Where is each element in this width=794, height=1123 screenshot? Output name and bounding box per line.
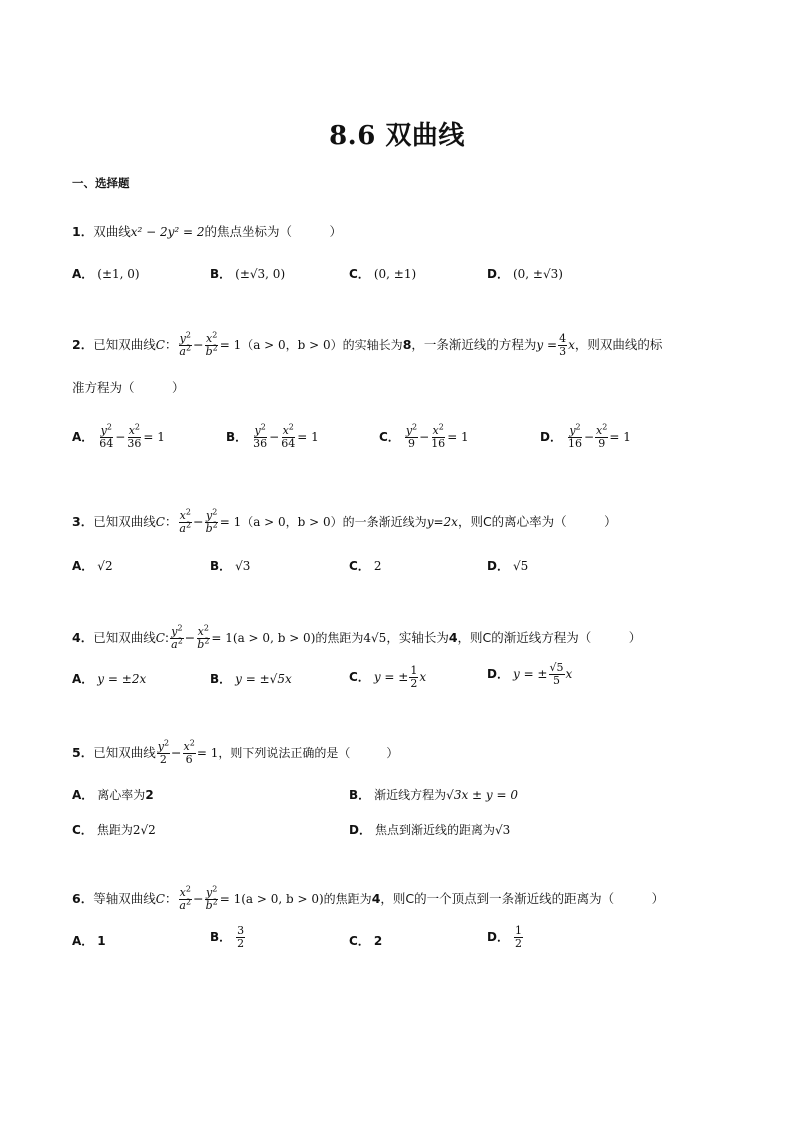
option-label: D．	[487, 559, 509, 573]
option-value: y = ±2x	[97, 672, 147, 686]
option-d[interactable]	[487, 265, 563, 282]
question-text: 已知双曲线	[93, 514, 156, 529]
option-value: √3x ± y = 0	[446, 788, 519, 802]
option-b[interactable]	[210, 557, 250, 574]
option-a[interactable]	[72, 786, 154, 803]
option-label: D．	[349, 823, 371, 837]
question-number: 2．	[72, 337, 94, 352]
option-value: √5	[512, 559, 529, 573]
option-label: C．	[72, 823, 93, 837]
question-1	[72, 222, 342, 242]
question-text: 已知双曲线	[93, 337, 156, 352]
question-text: 已知双曲线	[93, 745, 156, 760]
option-value: 2√2	[132, 823, 156, 837]
option-label: B．	[210, 559, 232, 573]
option-a[interactable]	[72, 670, 146, 687]
option-value: √2	[97, 559, 113, 573]
equation: y=2x	[426, 515, 458, 529]
question-text: ，则C的一个顶点到一条渐近线的距离为（ ）	[380, 891, 665, 906]
option-label: C．	[349, 670, 370, 684]
option-d[interactable]: D． y = ± $\frac{√5}{5}$ x	[487, 661, 573, 687]
option-value: 2	[145, 788, 154, 802]
question-6: 6．等轴双曲线C： $\frac{x^2}{a^2}$ − $\frac{y^2}{b^2}$ = 1(a > 0, b > 0)的焦距为4，则C的一个顶点到一条渐近线的距离为（ ）	[72, 884, 665, 912]
fraction: $\frac{x^2}{b^2}$	[205, 330, 218, 358]
option-label: D．	[487, 667, 509, 681]
value: 4	[371, 891, 381, 906]
option-a[interactable]	[72, 265, 140, 282]
option-value: = 1	[297, 430, 319, 444]
option-label: A．	[72, 267, 94, 281]
question-text: 的焦点坐标为（ ）	[204, 224, 343, 239]
option-a[interactable]	[72, 932, 106, 949]
question-text: ，则C的离心率为（ ）	[457, 514, 617, 529]
question-number: 1．	[72, 224, 94, 239]
value: 8	[402, 337, 412, 352]
option-value: 2	[373, 559, 382, 573]
option-value: √3	[235, 559, 251, 573]
option-d[interactable]: D． $\frac{y^2}{16}$ − $\frac{x^2}{9}$ = 1	[540, 422, 631, 450]
curve-name: C	[155, 338, 165, 352]
option-value: (±1, 0)	[97, 267, 140, 281]
option-b[interactable]	[210, 670, 292, 687]
question-4: 4．已知双曲线C: $\frac{y^2}{a^2}$ − $\frac{x^2}{b^2}$ = 1(a > 0, b > 0)的焦距为4√5，实轴长为4，则C的渐近线方程为（ ）	[72, 623, 642, 651]
equation: y =	[536, 338, 558, 352]
option-label: B．	[210, 267, 232, 281]
question-number: 4．	[72, 630, 94, 645]
option-c[interactable]: C． y = ± $\frac{1}{2}$ x	[349, 664, 427, 690]
option-label: B．	[210, 672, 232, 686]
option-value: 焦距为	[96, 823, 133, 837]
option-c[interactable]	[72, 821, 156, 838]
option-c[interactable]: C． $\frac{y^2}{9}$ − $\frac{x^2}{16}$ = 1	[379, 422, 469, 450]
question-text: ，实轴长为	[386, 630, 449, 645]
curve-name: C	[155, 631, 165, 645]
option-value: 离心率为	[97, 788, 146, 802]
option-label: A．	[72, 559, 94, 573]
option-label: D．	[487, 930, 509, 944]
equation: = 1(a > 0, b > 0)的焦距为	[211, 631, 364, 645]
option-value: √3	[494, 823, 511, 837]
equation: x	[568, 338, 575, 352]
page-title: 8.6 双曲线	[329, 121, 465, 151]
option-label: C．	[349, 267, 370, 281]
option-label: B．	[349, 788, 371, 802]
fraction: $\frac{4}{3}$	[559, 332, 567, 358]
option-value: = 1	[609, 430, 631, 444]
option-c[interactable]	[349, 557, 381, 574]
question-text: = 1，则下列说法正确的是（ ）	[196, 746, 399, 760]
question-2: 2．已知双曲线C： $\frac{y^2}{a^2}$ − $\frac{x^2}{b^2}$ = 1（a > 0，b > 0）的实轴长为8，一条渐近线的方程为y = $\frac{4}{3}$ x，则双曲线的标	[72, 330, 663, 358]
section-heading: 一、选择题	[72, 176, 130, 190]
option-value: 1	[97, 934, 106, 948]
question-text: 等轴双曲线	[93, 891, 156, 906]
value: 4√5	[363, 631, 387, 645]
option-d[interactable]	[349, 821, 510, 838]
option-b[interactable]	[349, 786, 518, 803]
option-label: C．	[349, 559, 370, 573]
option-label: A．	[72, 672, 94, 686]
equation: = 1（a > 0，b > 0）的一条渐近线为	[219, 515, 427, 529]
question-3: 3．已知双曲线C： $\frac{x^2}{a^2}$ − $\frac{y^2}{b^2}$ = 1（a > 0，b > 0）的一条渐近线为y=2x，则C的离心率为（ ）	[72, 507, 617, 535]
option-label: A．	[72, 934, 94, 948]
option-label: D．	[540, 430, 562, 444]
question-text: ，一条渐近线的方程为	[411, 337, 537, 352]
option-c[interactable]	[349, 932, 382, 949]
option-value: y = ±√5x	[235, 672, 292, 686]
option-label: C．	[379, 430, 400, 444]
equation: x² − 2y² = 2	[130, 225, 205, 239]
question-number: 5．	[72, 745, 94, 760]
question-text: 双曲线	[93, 224, 131, 239]
option-value: = 1	[143, 430, 165, 444]
option-label: C．	[349, 934, 370, 948]
curve-name: C	[155, 515, 165, 529]
question-5: 5．已知双曲线 $\frac{y^2}{2}$ − $\frac{x^2}{6}$ = 1，则下列说法正确的是（ ）	[72, 738, 399, 766]
option-value: (±√3, 0)	[235, 267, 286, 281]
question-text: ，则双曲线的标	[574, 337, 663, 352]
curve-name: C	[155, 892, 165, 906]
option-label: D．	[487, 267, 509, 281]
option-c[interactable]	[349, 265, 416, 282]
option-label: A．	[72, 788, 94, 802]
option-label: A．	[72, 430, 94, 444]
option-value: 焦点到渐近线的距离为	[374, 823, 495, 837]
option-label: B．	[226, 430, 248, 444]
option-label: B．	[210, 930, 232, 944]
option-b[interactable]: B． $\frac{3}{2}$	[210, 924, 245, 950]
question-2-cont: 准方程为（ ）	[72, 380, 185, 395]
fraction: $\frac{y^2}{a^2}$	[179, 330, 192, 358]
option-d[interactable]	[487, 557, 528, 574]
equation: = 1（a > 0，b > 0）的实轴长为	[219, 338, 403, 352]
option-value: (0, ±1)	[373, 267, 417, 281]
option-b[interactable]: B． $\frac{y^2}{36}$ − $\frac{x^2}{64}$ = 1	[226, 422, 319, 450]
option-a[interactable]: A． $\frac{y^2}{64}$ − $\frac{x^2}{36}$ = 1	[72, 422, 165, 450]
question-number: 6．	[72, 891, 94, 906]
option-value: 渐近线方程为	[374, 788, 447, 802]
question-text: ，则C的渐近线方程为（ ）	[457, 630, 642, 645]
option-value: (0, ±√3)	[512, 267, 563, 281]
option-d[interactable]: D． $\frac{1}{2}$	[487, 924, 522, 950]
question-number: 3．	[72, 514, 94, 529]
option-value: 2	[373, 934, 383, 948]
equation: = 1(a > 0, b > 0)的焦距为	[219, 892, 372, 906]
option-value: = 1	[447, 430, 469, 444]
option-b[interactable]	[210, 265, 285, 282]
value: 4	[448, 630, 458, 645]
question-text: 已知双曲线	[93, 630, 156, 645]
option-a[interactable]	[72, 557, 113, 574]
